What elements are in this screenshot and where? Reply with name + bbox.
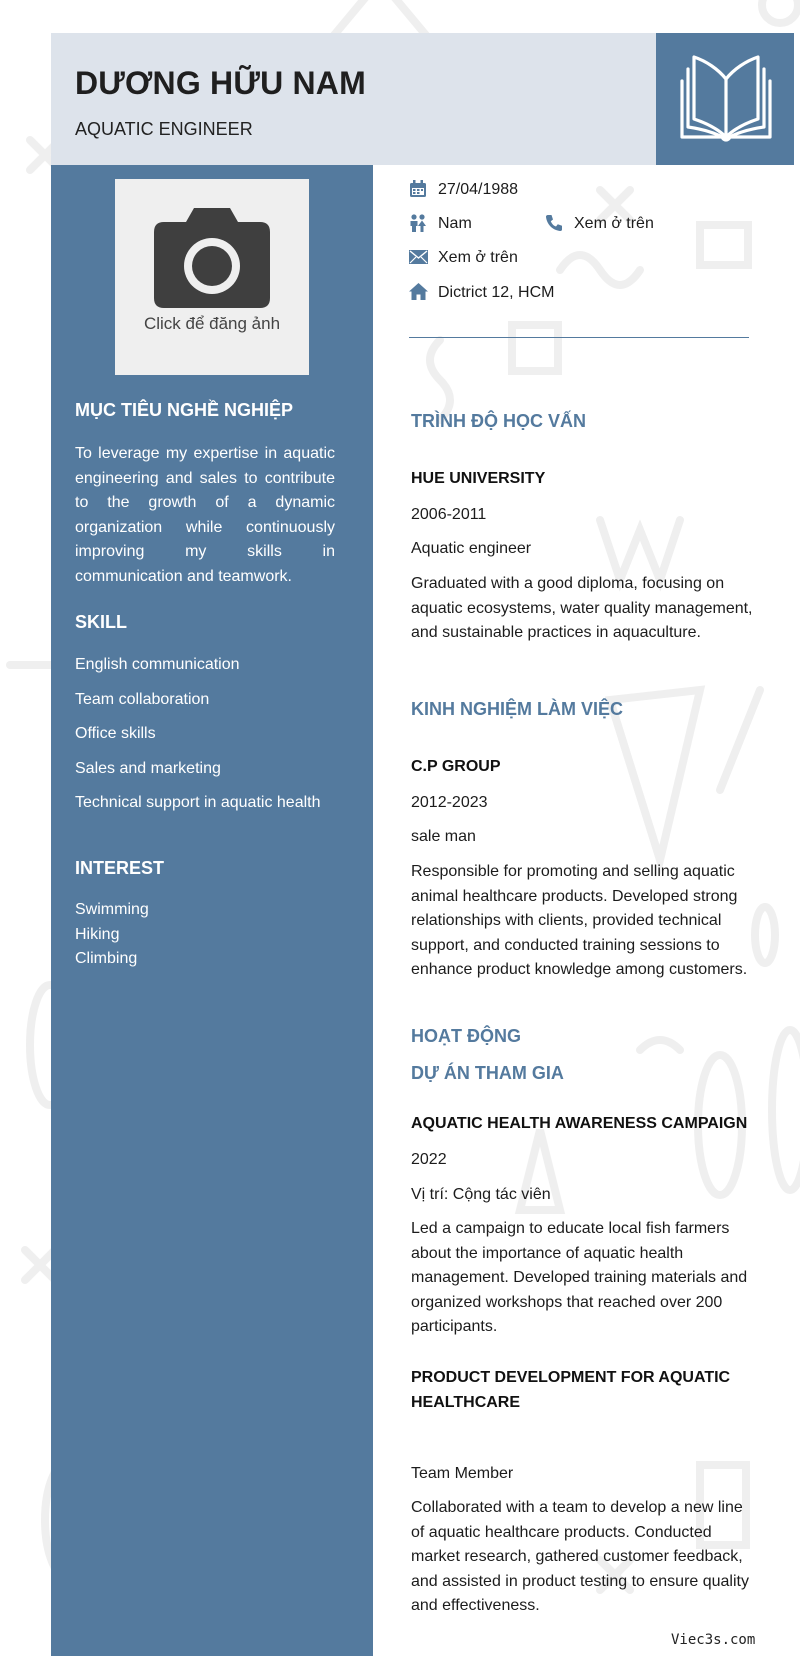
interest-heading: INTEREST bbox=[75, 858, 165, 878]
skill-item: Sales and marketing bbox=[75, 759, 221, 777]
header-banner bbox=[51, 33, 656, 165]
project-name: PRODUCT DEVELOPMENT FOR AQUATIC HEALTHCARE bbox=[411, 1369, 731, 1411]
address: Dictrict 12, HCM bbox=[438, 284, 555, 301]
experience-heading: KINH NGHIỆM LÀM VIỆC bbox=[411, 699, 624, 719]
interest-item: Hiking bbox=[75, 925, 120, 943]
education-period: 2006-2011 bbox=[411, 506, 487, 523]
skill-item: Team collaboration bbox=[75, 690, 210, 708]
phone-icon bbox=[545, 214, 563, 232]
book-icon bbox=[678, 53, 774, 145]
photo-upload[interactable] bbox=[115, 179, 309, 375]
contact-divider bbox=[409, 337, 749, 338]
projects-heading: DỰ ÁN THAM GIA bbox=[411, 1063, 564, 1083]
experience-position: sale man bbox=[411, 828, 476, 845]
education-heading: TRÌNH ĐỘ HỌC VẤN bbox=[411, 411, 586, 431]
logo-box bbox=[656, 33, 794, 165]
email-icon bbox=[409, 250, 428, 264]
project-name: AQUATIC HEALTH AWARENESS CAMPAIGN bbox=[411, 1115, 748, 1132]
camera-icon bbox=[154, 208, 270, 308]
calendar-icon bbox=[409, 180, 427, 198]
skill-item: English communication bbox=[75, 656, 240, 673]
email: Xem ở trên bbox=[438, 249, 518, 266]
skill-item: Office skills bbox=[75, 725, 156, 742]
interest-item: Climbing bbox=[75, 950, 138, 967]
skill-item: Technical support in aquatic health bbox=[75, 794, 321, 811]
school-name: HUE UNIVERSITY bbox=[411, 470, 546, 487]
project-year: 2022 bbox=[411, 1151, 447, 1168]
project-description: Led a campaign to educate local fish farmers about the importance of aquatic health management. Developed training materials and organized workshops that reached over 200 participants. bbox=[411, 1220, 748, 1335]
education-description: Graduated with a good diploma, focusing on aquatic ecosystems, water quality management, and sustainable practices in aquaculture. bbox=[411, 575, 753, 641]
project-role: Team Member bbox=[411, 1465, 514, 1482]
objective-heading: MỤC TIÊU NGHỀ NGHIỆP bbox=[75, 400, 294, 420]
project-role: Vị trí: Cộng tác viên bbox=[411, 1186, 551, 1203]
gender-icon bbox=[409, 214, 427, 232]
activities-heading: HOẠT ĐỘNG bbox=[411, 1026, 521, 1046]
photo-caption: Click để đăng ảnh bbox=[143, 314, 281, 333]
phone: Xem ở trên bbox=[574, 215, 654, 232]
gender: Nam bbox=[438, 215, 472, 232]
date-of-birth: 27/04/1988 bbox=[438, 181, 519, 198]
watermark-text: Viec3s.com bbox=[671, 1632, 756, 1648]
job-title: AQUATIC ENGINEER bbox=[75, 119, 253, 139]
left-sidebar bbox=[51, 165, 373, 1656]
candidate-name: DƯƠNG HỮU NAM bbox=[75, 65, 366, 101]
objective-text: To leverage my expertise in aquatic engineering and sales to contribute to the growth of a dynamic organization while continuously improving my skills in communication and teamwork. bbox=[75, 445, 335, 585]
interest-item: Swimming bbox=[75, 901, 149, 918]
interest-list bbox=[75, 898, 335, 972]
experience-description: Responsible for promoting and selling aquatic animal healthcare products. Developed strong relationships with clients, provided technical support, and conducted training sessions to enhance product knowledge among customers. bbox=[411, 863, 748, 978]
home-icon bbox=[409, 283, 428, 300]
experience-period: 2012-2023 bbox=[411, 794, 488, 811]
project-description: Collaborated with a team to develop a new line of aquatic healthcare products. Conducted market research, gathered customer feedback, and assisted in product testing to ensure quality and effectiveness. bbox=[411, 1499, 749, 1614]
education-major: Aquatic engineer bbox=[411, 540, 532, 557]
company-name: C.P GROUP bbox=[411, 758, 501, 775]
skill-heading: SKILL bbox=[75, 612, 127, 632]
skill-list bbox=[75, 653, 335, 826]
